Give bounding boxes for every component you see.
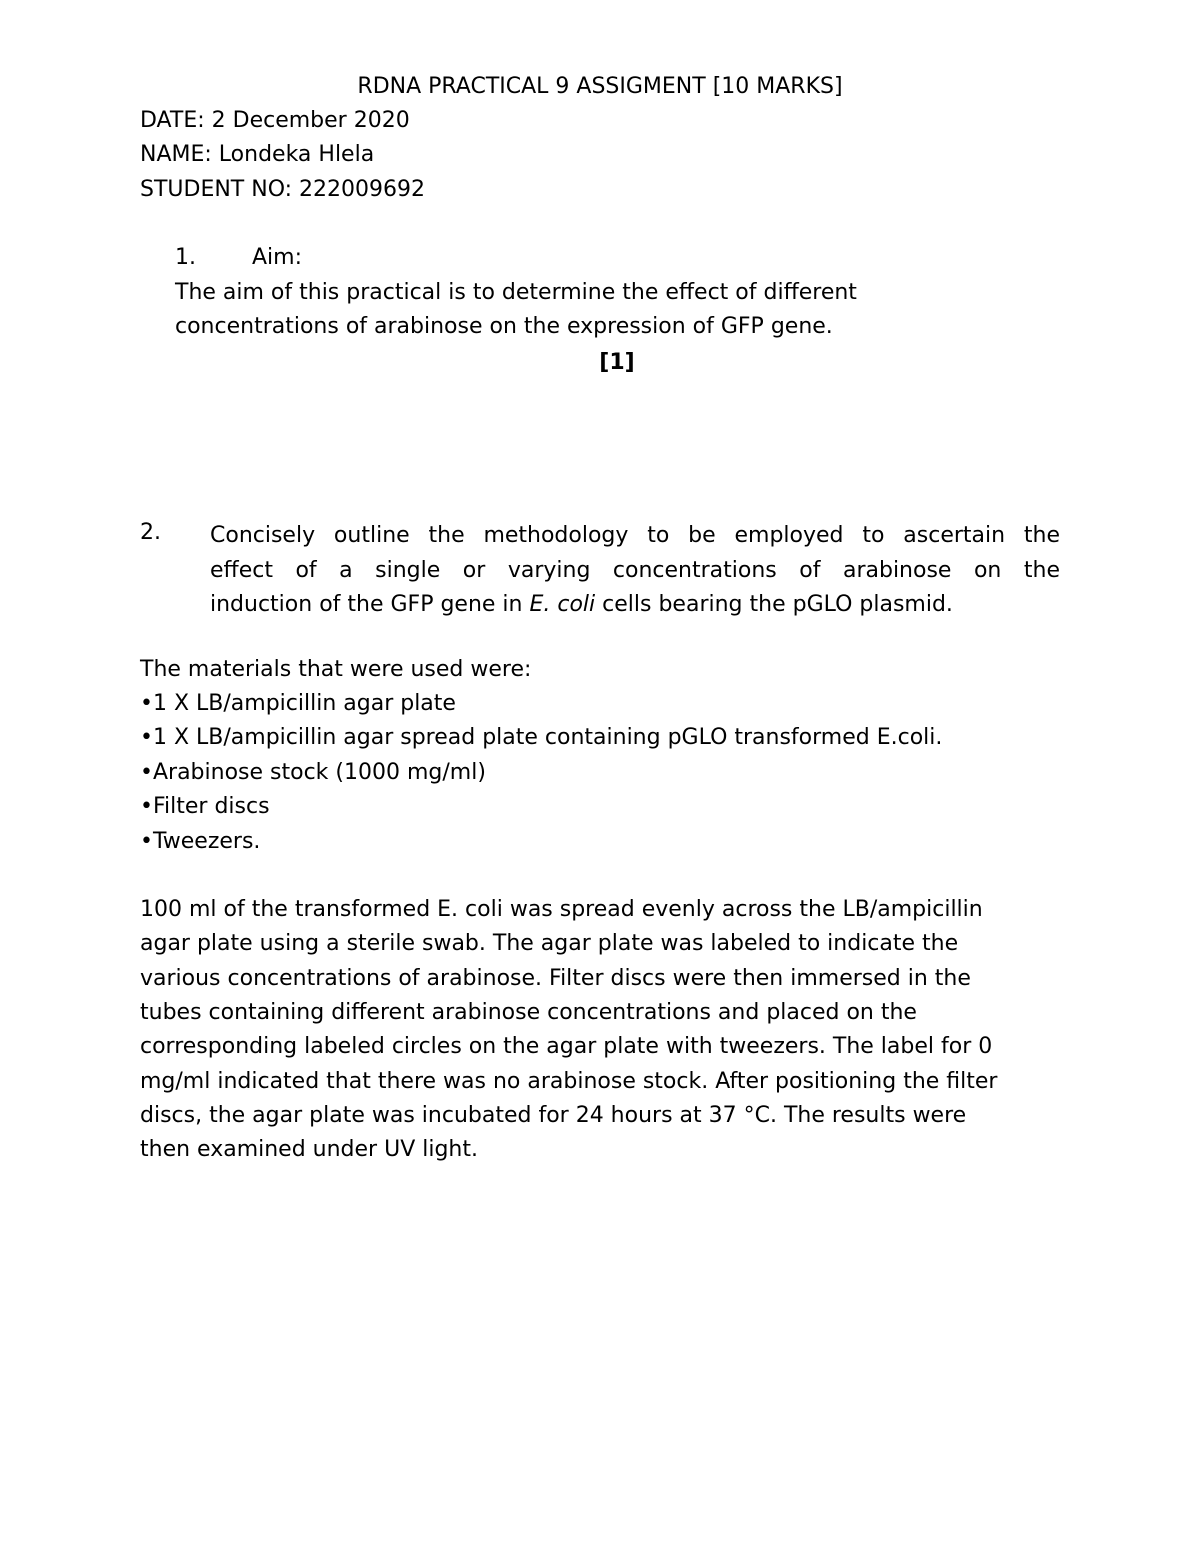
document-title: RDNA PRACTICAL 9 ASSIGMENT [10 MARKS] <box>357 74 843 99</box>
aim-text-line-2: concentrations of arabinose on the expression of GFP gene. <box>175 314 833 339</box>
materials-intro: The materials that were used were: <box>140 657 532 682</box>
method-line: 100 ml of the transformed E. coli was spread evenly across the LB/ampicillin <box>140 897 983 922</box>
materials-item: •1 X LB/ampicillin agar spread plate containing pGLO transformed E.coli. <box>140 725 943 750</box>
materials-item: •Arabinose stock (1000 mg/ml) <box>140 760 486 785</box>
materials-item: •1 X LB/ampicillin agar plate <box>140 691 456 716</box>
section1-mark: [1] <box>599 350 635 375</box>
method-line: then examined under UV light. <box>140 1137 478 1162</box>
method-line: corresponding labeled circles on the agar plate with tweezers. The label for 0 <box>140 1034 993 1059</box>
aim-text-line-1: The aim of this practical is to determine the effect of different <box>175 280 857 305</box>
section2-question <box>210 519 1060 623</box>
question-line-2: effect of a single or varying concentrations of arabinose on the <box>210 557 1060 583</box>
organism-name: E. coli <box>529 592 596 617</box>
question-line-3-start: induction of the GFP gene in <box>210 592 530 617</box>
question-line-3-end: cells bearing the pGLO plasmid. <box>595 592 953 617</box>
method-line: various concentrations of arabinose. Filter discs were then immersed in the <box>140 966 971 991</box>
method-line: agar plate using a sterile swab. The agar plate was labeled to indicate the <box>140 931 959 956</box>
method-line: tubes containing different arabinose concentrations and placed on the <box>140 1000 917 1025</box>
materials-item: •Filter discs <box>140 794 270 819</box>
section1-heading: Aim: <box>252 245 303 270</box>
question-line-1: Concisely outline the methodology to be employed to ascertain the <box>210 523 1060 548</box>
section1-number: 1. <box>175 245 196 270</box>
date-line: DATE: 2 December 2020 <box>140 108 410 133</box>
name-line: NAME: Londeka Hlela <box>140 142 375 167</box>
method-line: mg/ml indicated that there was no arabinose stock. After positioning the filter <box>140 1069 998 1094</box>
method-line: discs, the agar plate was incubated for 24 hours at 37 °C. The results were <box>140 1103 967 1128</box>
section2-number: 2. <box>140 520 161 545</box>
question-line-3 <box>210 588 1060 623</box>
student-number-line: STUDENT NO: 222009692 <box>140 177 426 202</box>
materials-item: •Tweezers. <box>140 829 261 854</box>
